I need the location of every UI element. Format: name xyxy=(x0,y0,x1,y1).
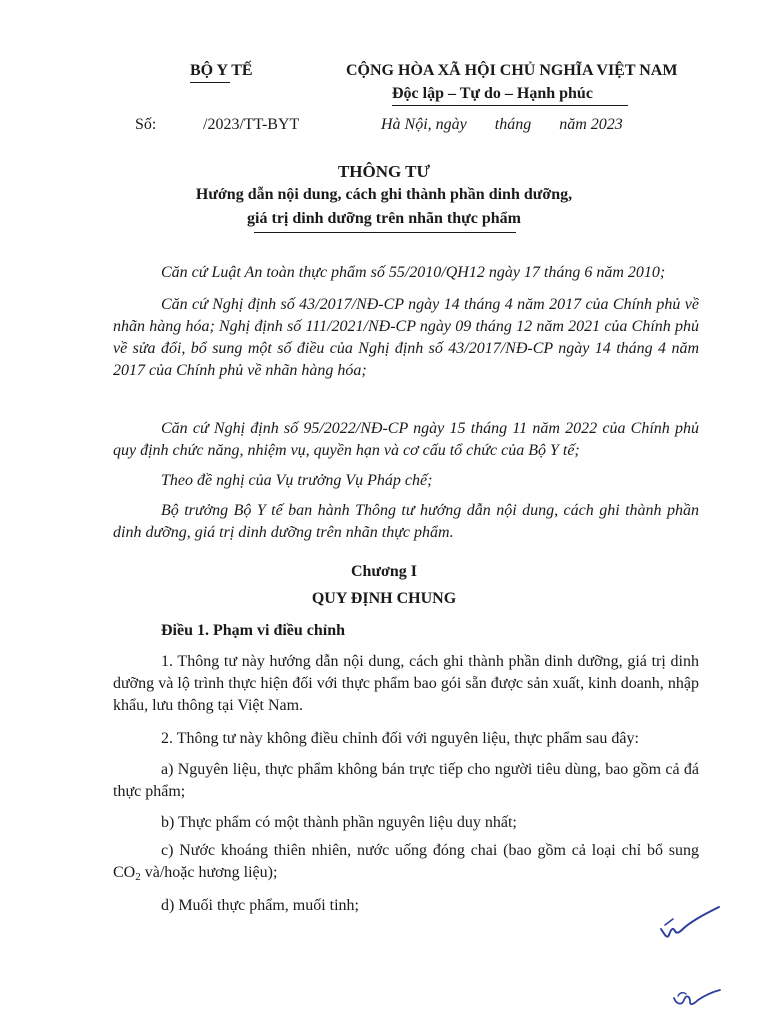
article-1-clause-2: 2. Thông tư này không điều chỉnh đối với nguyên liệu, thực phẩm sau đây: xyxy=(161,730,639,747)
co2-subscript: 2 xyxy=(135,871,141,883)
article-1-item-a: a) Nguyên liệu, thực phẩm không bán trực tiếp cho người tiêu dùng, bao gồm cả đá thực phẩm; xyxy=(113,761,699,800)
motto-underline xyxy=(392,105,628,106)
initial-signature-mark xyxy=(655,905,725,945)
document-type: THÔNG TƯ xyxy=(337,162,431,181)
issuing-agency: BỘ Y TẾ xyxy=(190,62,253,79)
document-number: /2023/TT-BYT xyxy=(203,116,300,133)
chapter-label: Chương I xyxy=(350,563,418,580)
article-1-item-b: b) Thực phẩm có một thành phần nguyên liệu duy nhất; xyxy=(161,814,517,831)
document-number-label: Số: xyxy=(135,116,157,133)
article-1-clause-1: 1. Thông tư này hướng dẫn nội dung, cách ghi thành phần dinh dưỡng, giá trị dinh dưỡng và lộ trình thực hiện đối với thực phẩm bao gói sẵn được sản xuất, kinh doanh, nhập khẩu, lưu thông tại Việt Nam. xyxy=(113,653,699,714)
document-subtitle-line1: Hướng dẫn nội dung, cách ghi thành phần dinh dưỡng, xyxy=(195,186,573,203)
preamble-decree-labeling: Căn cứ Nghị định số 43/2017/NĐ-CP ngày 14 tháng 4 năm 2017 của Chính phủ về nhãn hàng hóa; Nghị định số 111/2021/NĐ-CP ngày 09 tháng 12 năm 2021 của Chính phủ về sửa đổi, bổ sung một số điều của Nghị định số 43/2017/NĐ-CP ngày 14 tháng 4 năm 2017 của Chính phủ về nhãn hàng hóa; xyxy=(113,296,699,379)
article-1-heading: Điều 1. Phạm vi điều chỉnh xyxy=(161,622,346,639)
page-initial-mark xyxy=(668,984,724,1010)
place-and-date: Hà Nội, ngày tháng năm 2023 xyxy=(381,116,623,133)
article-1-item-c: c) Nước khoáng thiên nhiên, nước uống đóng chai (bao gồm cả loại chỉ bổ sung $CO_2$ và/hoặc hương liệu); xyxy=(113,842,699,883)
subtitle-underline xyxy=(254,232,516,233)
chapter-title: QUY ĐỊNH CHUNG xyxy=(311,590,457,607)
preamble-law: Căn cứ Luật An toàn thực phẩm số 55/2010/QH12 ngày 17 tháng 6 năm 2010; xyxy=(161,264,666,281)
country-name: CỘNG HÒA XÃ HỘI CHỦ NGHĨA VIỆT NAM xyxy=(346,62,678,79)
document-subtitle-line2: giá trị dinh dưỡng trên nhãn thực phẩm xyxy=(247,210,521,227)
preamble-proposal: Theo đề nghị của Vụ trưởng Vụ Pháp chế; xyxy=(161,472,433,489)
agency-underline xyxy=(190,82,230,83)
preamble-issuance: Bộ trưởng Bộ Y tế ban hành Thông tư hướng dẫn nội dung, cách ghi thành phần dinh dưỡng, giá trị dinh dưỡng trên nhãn thực phẩm. xyxy=(113,502,699,541)
article-1-item-d: d) Muối thực phẩm, muối tinh; xyxy=(161,897,359,914)
national-motto: Độc lập – Tự do – Hạnh phúc xyxy=(392,85,593,102)
preamble-decree-ministry: Căn cứ Nghị định số 95/2022/NĐ-CP ngày 15 tháng 11 năm 2022 của Chính phủ quy định chức năng, nhiệm vụ, quyền hạn và cơ cấu tổ chức của Bộ Y tế; xyxy=(113,420,699,459)
